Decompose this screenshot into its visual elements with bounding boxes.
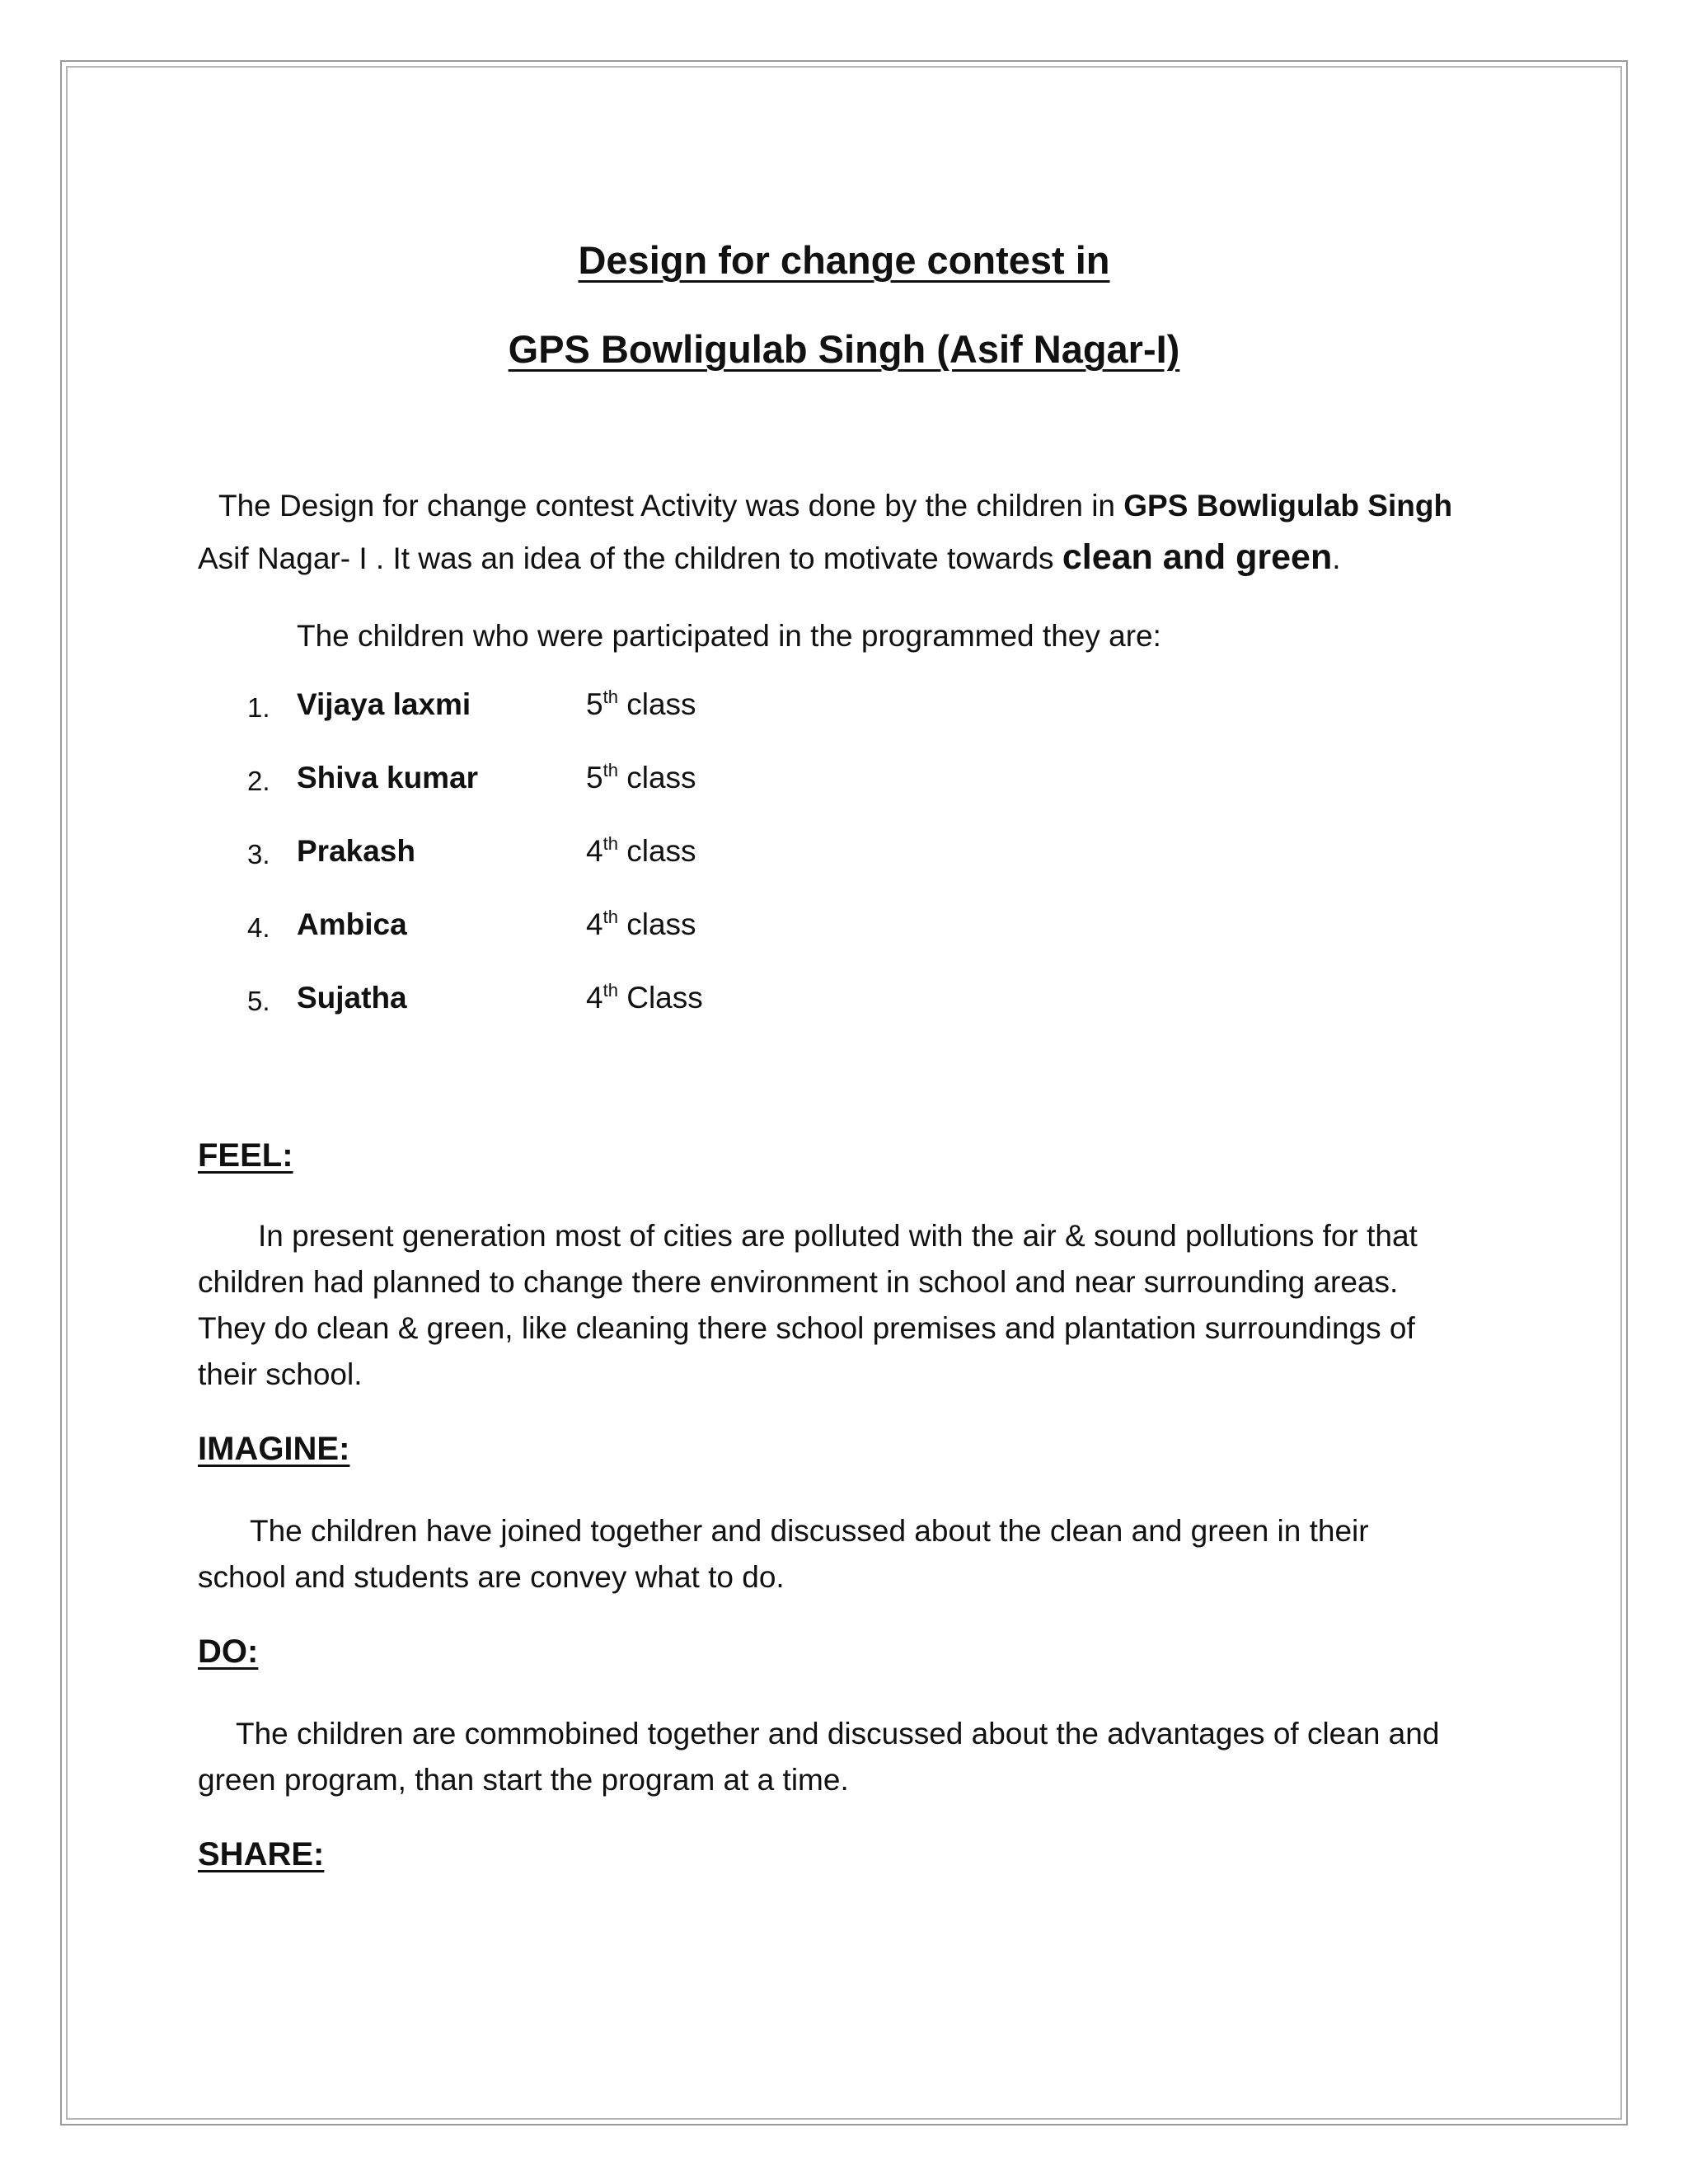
- page-border-inner: [66, 66, 1622, 2120]
- feel-line-2: children had planned to change there environment in school and near surrounding areas.: [198, 1265, 1399, 1299]
- list-item: [0, 761, 1688, 810]
- list-item: [0, 687, 1688, 737]
- heading-share: SHARE:: [198, 1836, 325, 1872]
- feel-line-1: In present generation most of cities are polluted with the air & sound pollutions for that: [258, 1219, 1418, 1253]
- heading-feel: FEEL:: [198, 1137, 293, 1174]
- imagine-line-1: The children have joined together and discussed about the clean and green in their: [250, 1514, 1369, 1548]
- feel-line-3: They do clean & green, like cleaning there school premises and plantation surroundings of: [198, 1311, 1415, 1345]
- do-line-2: green program, than start the program at a time.: [198, 1763, 849, 1797]
- heading-do: DO:: [198, 1633, 259, 1670]
- participants-intro: The children who were participated in the programmed they are:: [297, 619, 1161, 653]
- participant-name: Sujatha: [297, 981, 407, 1015]
- participant-name: Prakash: [297, 834, 415, 868]
- intro-line-1: [218, 483, 1452, 529]
- participant-class: 4th class: [586, 833, 696, 868]
- participant-name: Ambica: [297, 907, 407, 941]
- list-item: [0, 907, 1688, 957]
- heading-imagine: IMAGINE:: [198, 1431, 350, 1467]
- participant-class: 5th class: [586, 687, 696, 721]
- participant-class: 4th class: [586, 907, 696, 941]
- list-number: 5.: [247, 986, 270, 1016]
- do-line-1: The children are commobined together and discussed about the advantages of clean and: [236, 1717, 1440, 1750]
- participant-name: Vijaya laxmi: [297, 687, 471, 721]
- participant-class: 5th class: [586, 760, 696, 794]
- intro-text-2: Asif Nagar- I . It was an idea of the children to motivate towards: [198, 541, 1062, 575]
- list-number: 4.: [247, 912, 270, 943]
- title-line-1: Design for change contest in: [578, 238, 1110, 282]
- list-number: 3.: [247, 839, 270, 869]
- list-number: 1.: [247, 692, 270, 723]
- list-item: [0, 834, 1688, 883]
- imagine-line-2: school and students are convey what to do.: [198, 1560, 785, 1594]
- intro-school-name: GPS Bowligulab Singh: [1123, 489, 1453, 523]
- intro-highlight: clean and green: [1062, 537, 1333, 577]
- intro-end: .: [1332, 541, 1341, 575]
- participant-class: 4th Class: [586, 980, 703, 1015]
- list-item: [0, 981, 1688, 1030]
- feel-line-4: their school.: [198, 1357, 363, 1391]
- title-line-2: GPS Bowligulab Singh (Asif Nagar-I): [508, 327, 1180, 371]
- list-number: 2.: [247, 766, 270, 796]
- intro-line-2: [198, 534, 1341, 582]
- intro-text: The Design for change contest Activity was done by the children in: [218, 489, 1124, 523]
- participant-name: Shiva kumar: [297, 761, 479, 794]
